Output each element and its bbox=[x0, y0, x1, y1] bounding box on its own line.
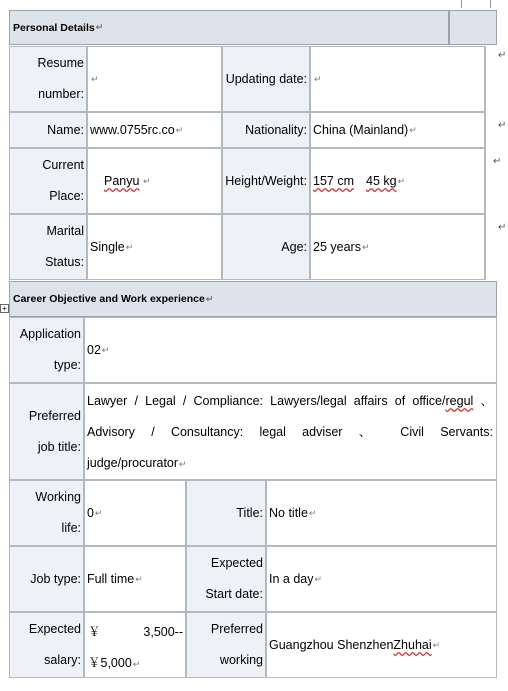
current-place-label: Current Place: bbox=[9, 148, 87, 214]
expected-start-date-label: Expected Start date: bbox=[186, 546, 266, 612]
marital-status-label: Marital Status: bbox=[9, 214, 87, 280]
title-value: No title ↵ bbox=[266, 480, 497, 546]
row-end-mark: ↵ bbox=[498, 120, 507, 131]
updating-date-value: ↵ bbox=[310, 46, 485, 112]
name-label: Name: bbox=[9, 112, 87, 148]
job-type-label: Job type: bbox=[9, 546, 84, 612]
preferred-working-label: Preferred working bbox=[186, 612, 266, 678]
resume-number-label: Resume number: bbox=[9, 46, 87, 112]
row-end-mark: ↵ bbox=[498, 50, 507, 61]
application-type-label: Application type: bbox=[9, 317, 84, 383]
table-move-handle-icon[interactable]: + bbox=[0, 304, 9, 313]
working-life-label: Working life: bbox=[9, 480, 84, 546]
application-type-value: 02 ↵ bbox=[84, 317, 497, 383]
title-label: Title: bbox=[186, 480, 266, 546]
preferred-job-title-value: Lawyer / Legal / Compliance: Lawyers/legal affairs of office/regul 、 Advisory / Consultancy: legal adviser 、 Civil Servants: judge/procurator↵ bbox=[84, 383, 497, 480]
personal-header-extra-cell bbox=[449, 10, 497, 45]
nationality-label: Nationality: bbox=[222, 112, 310, 148]
age-value: 25 years ↵ bbox=[310, 214, 485, 280]
marital-status-value: Single ↵ bbox=[87, 214, 222, 280]
page-corner-mark bbox=[490, 0, 491, 8]
working-life-value: 0 ↵ bbox=[84, 480, 186, 546]
expected-start-date-value: In a day ↵ bbox=[266, 546, 497, 612]
page-corner-mark bbox=[461, 0, 462, 8]
row-end-mark: ↵ bbox=[498, 222, 507, 233]
nationality-value: China (Mainland) ↵ bbox=[310, 112, 485, 148]
updating-date-label: Updating date: bbox=[222, 46, 310, 112]
personal-details-header: Personal Details ↵ bbox=[9, 10, 449, 45]
resume-number-value: ↵ bbox=[87, 46, 222, 112]
preferred-working-location-value: Guangzhou Shenzhen Zhuhai ↵ bbox=[266, 612, 497, 678]
name-value: www.0755rc.co ↵ bbox=[87, 112, 222, 148]
expected-salary-label: Expected salary: bbox=[9, 612, 84, 678]
age-label: Age: bbox=[222, 214, 310, 280]
row-end-mark: ↵ bbox=[493, 156, 502, 167]
height-weight-value: 157 cm 45 kg ↵ bbox=[310, 148, 485, 214]
height-weight-label: Height/Weight: bbox=[222, 148, 310, 214]
expected-salary-value: ￥ 3,500-- ￥5,000↵ bbox=[84, 612, 186, 678]
current-place-value: Panyu ↵ bbox=[87, 148, 222, 214]
career-objective-header: Career Objective and Work experience ↵ bbox=[9, 281, 497, 317]
preferred-job-title-label: Preferred job title: bbox=[9, 383, 84, 480]
job-type-value: Full time ↵ bbox=[84, 546, 186, 612]
